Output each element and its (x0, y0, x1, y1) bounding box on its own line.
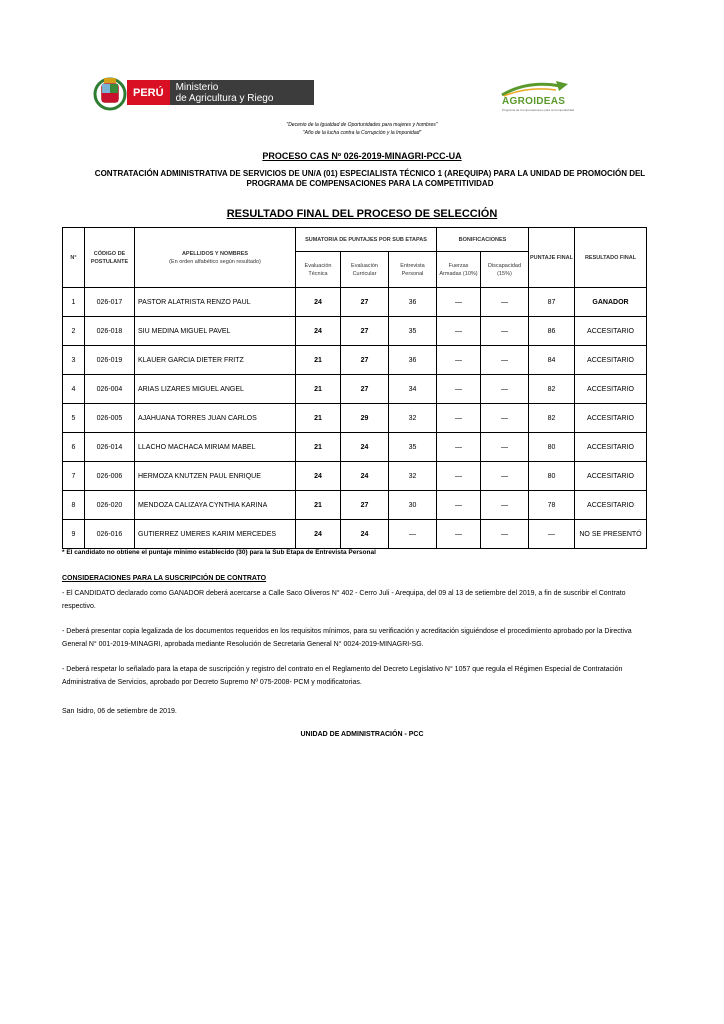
cell-resultado: ACCESITARIO (575, 317, 647, 346)
cell-entrevista: 30 (389, 491, 437, 520)
cell-fuerzas: — (437, 375, 481, 404)
cell-nombre: SIU MEDINA MIGUEL PAVEL (135, 317, 296, 346)
cell-curricular: 27 (341, 346, 389, 375)
cell-curricular: 24 (341, 462, 389, 491)
table-row (63, 288, 647, 317)
header-apellidos-sub: (En orden alfabético según resultado) (169, 258, 261, 265)
cell-num: 9 (63, 520, 85, 549)
paragraph-2: - Deberá presentar copia legalizada de los documentos requeridos en los requisitos mínimos, para su verificación y acreditación siguiéndose el procedimiento aprobado por la Directiva General N° 001-2019-MINAGRI, aprobada mediante Resolución de Secretaria General N° 0024-2019-MINAGRI-SG. (62, 628, 632, 648)
cell-discapacidad: — (481, 317, 529, 346)
cell-curricular: 29 (341, 404, 389, 433)
cell-curricular: 27 (341, 317, 389, 346)
date-line: San Isidro, 06 de setiembre de 2019. (62, 708, 177, 715)
cell-nombre: ARIAS LIZARES MIGUEL ANGEL (135, 375, 296, 404)
agroideas-label: AGROIDEAS (502, 96, 566, 107)
cell-fuerzas: — (437, 288, 481, 317)
footnote: * El candidato no obtiene el puntaje mínimo establecido (30) para la Sub Etapa de Entrevista Personal (62, 549, 376, 556)
cell-nombre: GUTIERREZ UMERES KARIM MERCEDES (135, 520, 296, 549)
table-body (63, 288, 647, 549)
decenio-line1: "Decenio de la Igualdad de Oportunidades para mujeres y hombres" (286, 122, 438, 128)
cell-fuerzas: — (437, 520, 481, 549)
cell-discapacidad: — (481, 491, 529, 520)
cell-resultado: ACCESITARIO (575, 462, 647, 491)
cell-fuerzas: — (437, 491, 481, 520)
cell-fuerzas: — (437, 462, 481, 491)
cell-discapacidad: — (481, 433, 529, 462)
cell-tecnica: 21 (296, 375, 341, 404)
cell-puntaje: 82 (529, 375, 575, 404)
cell-codigo: 026-014 (85, 433, 135, 462)
cell-puntaje: — (529, 520, 575, 549)
peru-label: PERÚ (127, 80, 170, 105)
cell-num: 3 (63, 346, 85, 375)
table-header (63, 228, 647, 288)
agroideas-arrow-icon (498, 78, 578, 98)
cell-tecnica: 24 (296, 462, 341, 491)
header-num: N° (63, 228, 85, 288)
cell-fuerzas: — (437, 346, 481, 375)
cell-num: 8 (63, 491, 85, 520)
cell-curricular: 24 (341, 433, 389, 462)
cell-num: 1 (63, 288, 85, 317)
cell-resultado: ACCESITARIO (575, 433, 647, 462)
cell-resultado: ACCESITARIO (575, 491, 647, 520)
cell-entrevista: 32 (389, 462, 437, 491)
cell-num: 4 (63, 375, 85, 404)
cell-tecnica: 24 (296, 288, 341, 317)
table-row (63, 520, 647, 549)
ministerio-line2: de Agricultura y Riego (175, 93, 274, 104)
cell-codigo: 026-005 (85, 404, 135, 433)
consideraciones-title: CONSIDERACIONES PARA LA SUSCRIPCIÓN DE CONTRATO (62, 575, 267, 582)
cell-codigo: 026-004 (85, 375, 135, 404)
cell-discapacidad: — (481, 346, 529, 375)
cell-entrevista: 36 (389, 346, 437, 375)
cell-entrevista: — (389, 520, 437, 549)
cell-puntaje: 87 (529, 288, 575, 317)
cell-fuerzas: — (437, 433, 481, 462)
header-eval-curricular: Evaluación Curricular (341, 252, 389, 288)
decenio-line2: "Año de la lucha contra la Corrupción y la Impunidad" (302, 130, 422, 136)
cell-num: 7 (63, 462, 85, 491)
cell-entrevista: 36 (389, 288, 437, 317)
cell-tecnica: 21 (296, 491, 341, 520)
cell-entrevista: 35 (389, 317, 437, 346)
cell-entrevista: 35 (389, 433, 437, 462)
header-eval-tecnica: Evaluación Técnica (296, 252, 341, 288)
table-row (63, 375, 647, 404)
cell-tecnica: 24 (296, 520, 341, 549)
cell-puntaje: 84 (529, 346, 575, 375)
header-codigo: CÓDIGO DE POSTULANTE (85, 228, 135, 288)
agroideas-subtitle: Programa de Compensaciones para la Competitividad (502, 108, 575, 112)
table-row (63, 346, 647, 375)
ministerio-line1: Ministerio (175, 82, 219, 93)
paragraph-3: - Deberá respetar lo señalado para la etapa de suscripción y registro del contrato en el Reglamento del Decreto Legislativo N° 1057 que regula el Régimen Especial de Contratación Administrativa de Servicios, aprobado por Decreto Supremo Nº 075-2008- PCM y modificatorias. (62, 666, 623, 686)
cell-entrevista: 34 (389, 375, 437, 404)
cell-codigo: 026-020 (85, 491, 135, 520)
contratacion-title: CONTRATACIÓN ADMINISTRATIVA DE SERVICIOS DE UN/A (01) ESPECIALISTA TÉCNICO 1 (AREQUIPA) PARA LA UNIDAD DE PROMOCIÓN DEL PROGRAMA DE COMPENSACIONES PARA LA COMPETITIVIDAD (94, 169, 646, 188)
cell-curricular: 27 (341, 491, 389, 520)
cell-discapacidad: — (481, 462, 529, 491)
agroideas-logo (498, 78, 578, 116)
header-sumatoria: SUMATORIA DE PUNTAJES POR SUB ETAPAS (296, 228, 437, 252)
ministerio-label (170, 80, 314, 105)
cell-codigo: 026-019 (85, 346, 135, 375)
table-row (63, 317, 647, 346)
table-row (63, 433, 647, 462)
cell-nombre: PASTOR ALATRISTA RENZO PAUL (135, 288, 296, 317)
header-entrevista: Entrevista Personal (389, 252, 437, 288)
cell-nombre: MENDOZA CALIZAYA CYNTHIA KARINA (135, 491, 296, 520)
cell-num: 6 (63, 433, 85, 462)
cell-fuerzas: — (437, 317, 481, 346)
cell-resultado: ACCESITARIO (575, 346, 647, 375)
peru-ministerio-logo (93, 74, 314, 112)
cell-tecnica: 24 (296, 317, 341, 346)
cell-resultado: GANADOR (575, 288, 647, 317)
header-resultado: RESULTADO FINAL (575, 228, 647, 288)
cell-discapacidad: — (481, 375, 529, 404)
resultado-title: RESULTADO FINAL DEL PROCESO DE SELECCIÓN (226, 208, 498, 220)
header-apellidos-label: APELLIDOS Y NOMBRES (181, 250, 249, 257)
cell-discapacidad: — (481, 404, 529, 433)
paragraph-1: - El CANDIDATO declarado como GANADOR deberá acercarse a Calle Saco Oliveros N° 402 - Cerro Juli - Arequipa, del 09 al 13 de setiembre del 2019, a fin de suscribir el Contrato respectivo. (62, 590, 626, 610)
cell-codigo: 026-006 (85, 462, 135, 491)
cell-nombre: HERMOZA KNUTZEN PAUL ENRIQUE (135, 462, 296, 491)
cell-puntaje: 86 (529, 317, 575, 346)
cell-num: 5 (63, 404, 85, 433)
cell-resultado: NO SE PRESENTÓ (575, 520, 647, 549)
cell-num: 2 (63, 317, 85, 346)
cell-codigo: 026-018 (85, 317, 135, 346)
proceso-title: PROCESO CAS Nº 026-2019-MINAGRI-PCC-UA (262, 151, 462, 161)
cell-entrevista: 32 (389, 404, 437, 433)
header-discapacidad: Discapacidad (15%) (481, 252, 529, 288)
header-puntaje: PUNTAJE FINAL (529, 228, 575, 288)
cell-fuerzas: — (437, 404, 481, 433)
cell-resultado: ACCESITARIO (575, 404, 647, 433)
table-row (63, 462, 647, 491)
header-bonificaciones: BONIFICACIONES (437, 228, 529, 252)
coat-of-arms-icon (93, 74, 127, 112)
cell-resultado: ACCESITARIO (575, 375, 647, 404)
cell-tecnica: 21 (296, 433, 341, 462)
cell-tecnica: 21 (296, 404, 341, 433)
cell-discapacidad: — (481, 520, 529, 549)
decenio-text (0, 121, 724, 137)
header-apellidos (135, 228, 296, 288)
cell-puntaje: 78 (529, 491, 575, 520)
cell-codigo: 026-016 (85, 520, 135, 549)
cell-tecnica: 21 (296, 346, 341, 375)
cell-nombre: AJAHUANA TORRES JUAN CARLOS (135, 404, 296, 433)
cell-puntaje: 80 (529, 433, 575, 462)
table-row (63, 404, 647, 433)
signature-unit: UNIDAD DE ADMINISTRACIÓN - PCC (300, 731, 424, 738)
cell-codigo: 026-017 (85, 288, 135, 317)
table-row (63, 491, 647, 520)
cell-puntaje: 80 (529, 462, 575, 491)
cell-nombre: LLACHO MACHACA MIRIAM MABEL (135, 433, 296, 462)
cell-curricular: 24 (341, 520, 389, 549)
cell-curricular: 27 (341, 288, 389, 317)
cell-puntaje: 82 (529, 404, 575, 433)
cell-curricular: 27 (341, 375, 389, 404)
header-fuerzas: Fuerzas Armadas (10%) (437, 252, 481, 288)
results-table (62, 227, 647, 549)
cell-nombre: KLAUER GARCIA DIETER FRITZ (135, 346, 296, 375)
cell-discapacidad: — (481, 288, 529, 317)
